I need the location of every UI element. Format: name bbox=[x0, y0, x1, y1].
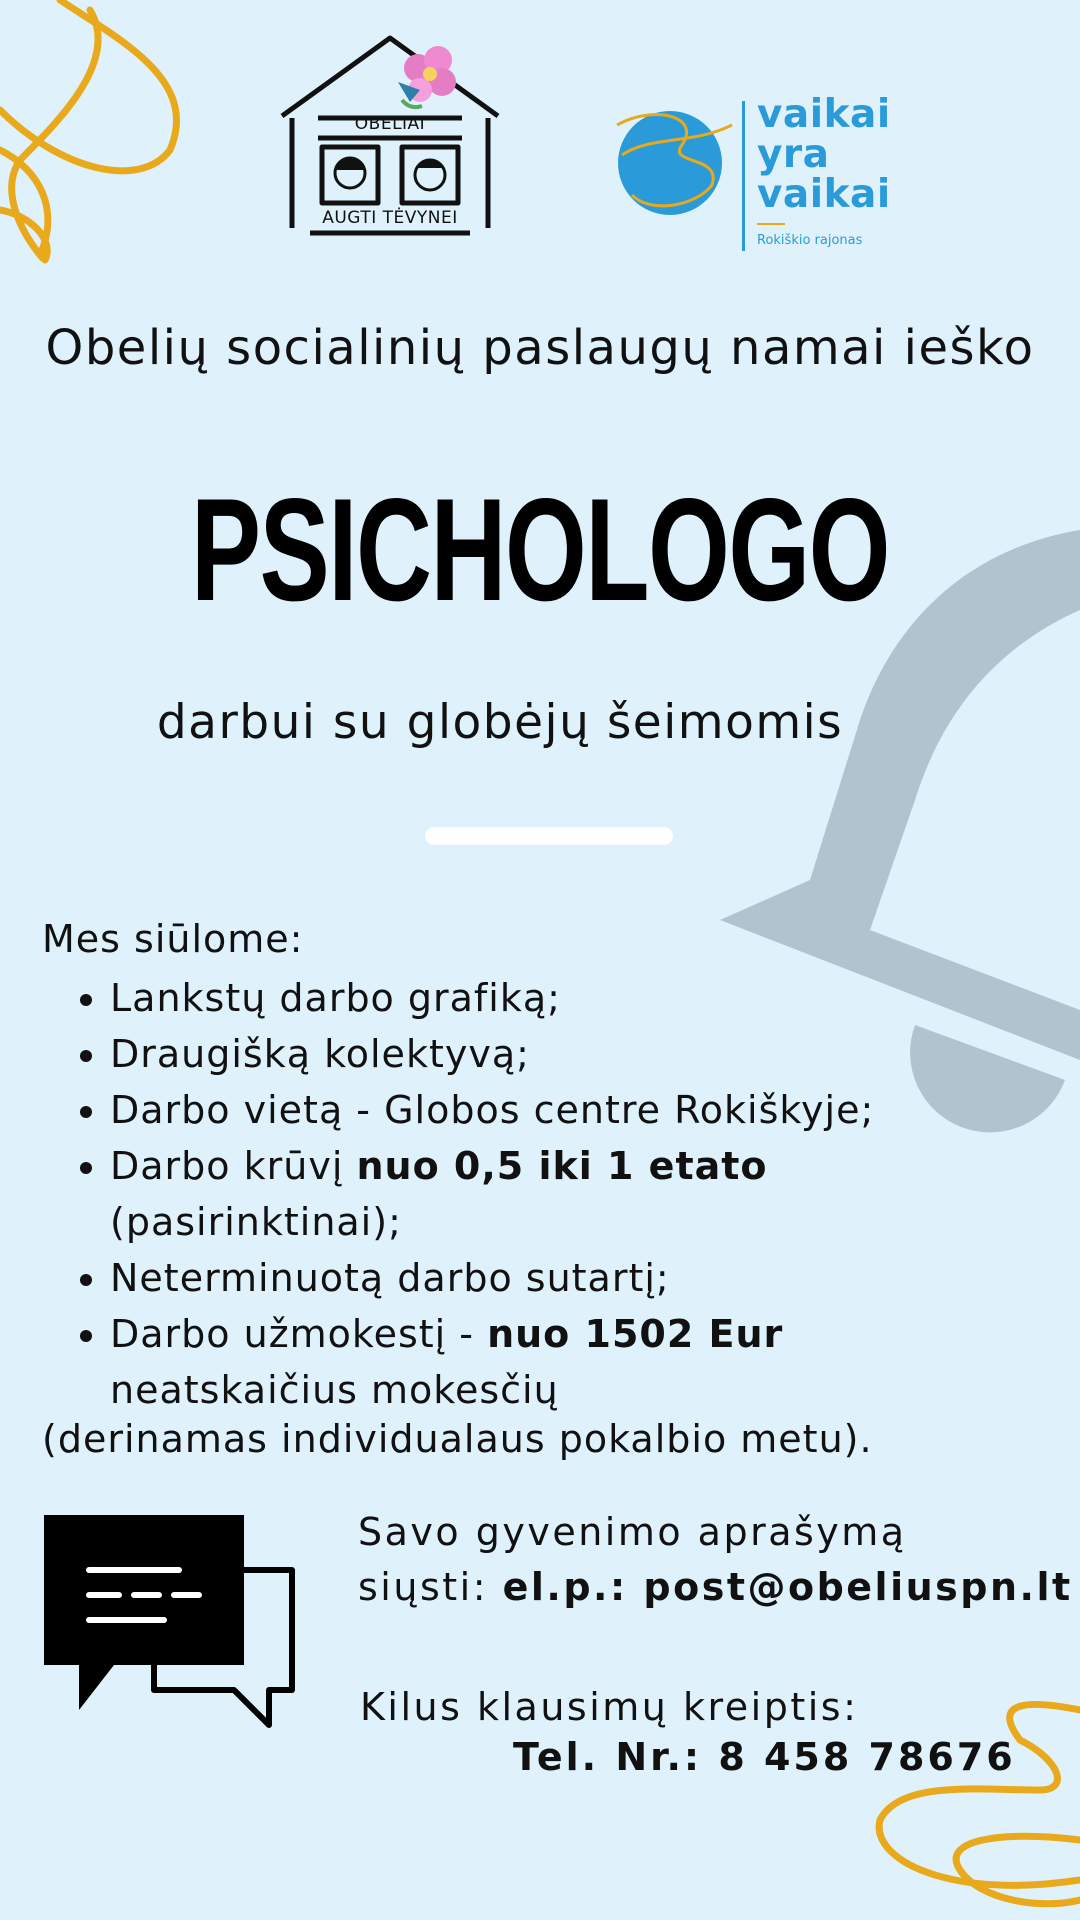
offers-list bbox=[42, 970, 1010, 1418]
obeliai-logo bbox=[270, 30, 510, 240]
list-item: • Neterminuotą darbo sutartį; bbox=[110, 1250, 1010, 1306]
scribble-top-left bbox=[0, 0, 177, 260]
send-cv-text: Savo gyvenimo aprašymą bbox=[358, 1510, 907, 1554]
chat-bubbles-icon bbox=[44, 1515, 304, 1745]
logo-underline bbox=[757, 223, 785, 225]
blue-circle-icon bbox=[612, 95, 742, 225]
logo-word-2: yra bbox=[757, 132, 830, 177]
list-item: • Draugišką kolektyvą; bbox=[110, 1026, 1010, 1082]
phone-link[interactable]: Tel. Nr.: 8 458 78676 bbox=[513, 1735, 1016, 1779]
list-item: • Darbo krūvį nuo 0,5 iki 1 etato (pasirinktinai); bbox=[110, 1138, 1010, 1250]
logo-word-1: vaikai bbox=[757, 92, 891, 137]
divider-bar bbox=[425, 827, 673, 845]
flower-icon bbox=[398, 46, 456, 107]
questions-text: Kilus klausimų kreiptis: bbox=[360, 1685, 859, 1729]
page-title: PSICHOLOGO bbox=[190, 468, 890, 631]
send-prefix: siųsti: bbox=[358, 1565, 488, 1609]
list-item: • Darbo užmokestį - nuo 1502 Eur neatskaičius mokesčių bbox=[110, 1306, 1010, 1418]
logo-word-3: vaikai bbox=[757, 172, 891, 217]
vaikai-yra-vaikai-logo bbox=[612, 92, 912, 270]
email-link[interactable]: el.p.: post@obeliuspn.lt bbox=[502, 1565, 1073, 1609]
logo-divider bbox=[742, 101, 745, 251]
list-item: • Darbo vietą - Globos centre Rokiškyje; bbox=[110, 1082, 1010, 1138]
logo-subtitle: Rokiškio rajonas bbox=[757, 233, 863, 248]
page-subtitle: darbui su globėjų šeimomis bbox=[156, 695, 844, 750]
logo-bottom-label: AUGTI TĖVYNEI bbox=[322, 208, 458, 228]
offers-note: (derinamas individualaus pokalbio metu). bbox=[42, 1417, 873, 1461]
list-item: • Lankstų darbo grafiką; bbox=[110, 970, 1010, 1026]
offers-title: Mes siūlome: bbox=[42, 917, 304, 961]
send-line bbox=[358, 1565, 1073, 1609]
page-heading: Obelių socialinių paslaugų namai ieško bbox=[45, 320, 1035, 376]
logo-top-label: OBELIAI bbox=[354, 114, 426, 134]
